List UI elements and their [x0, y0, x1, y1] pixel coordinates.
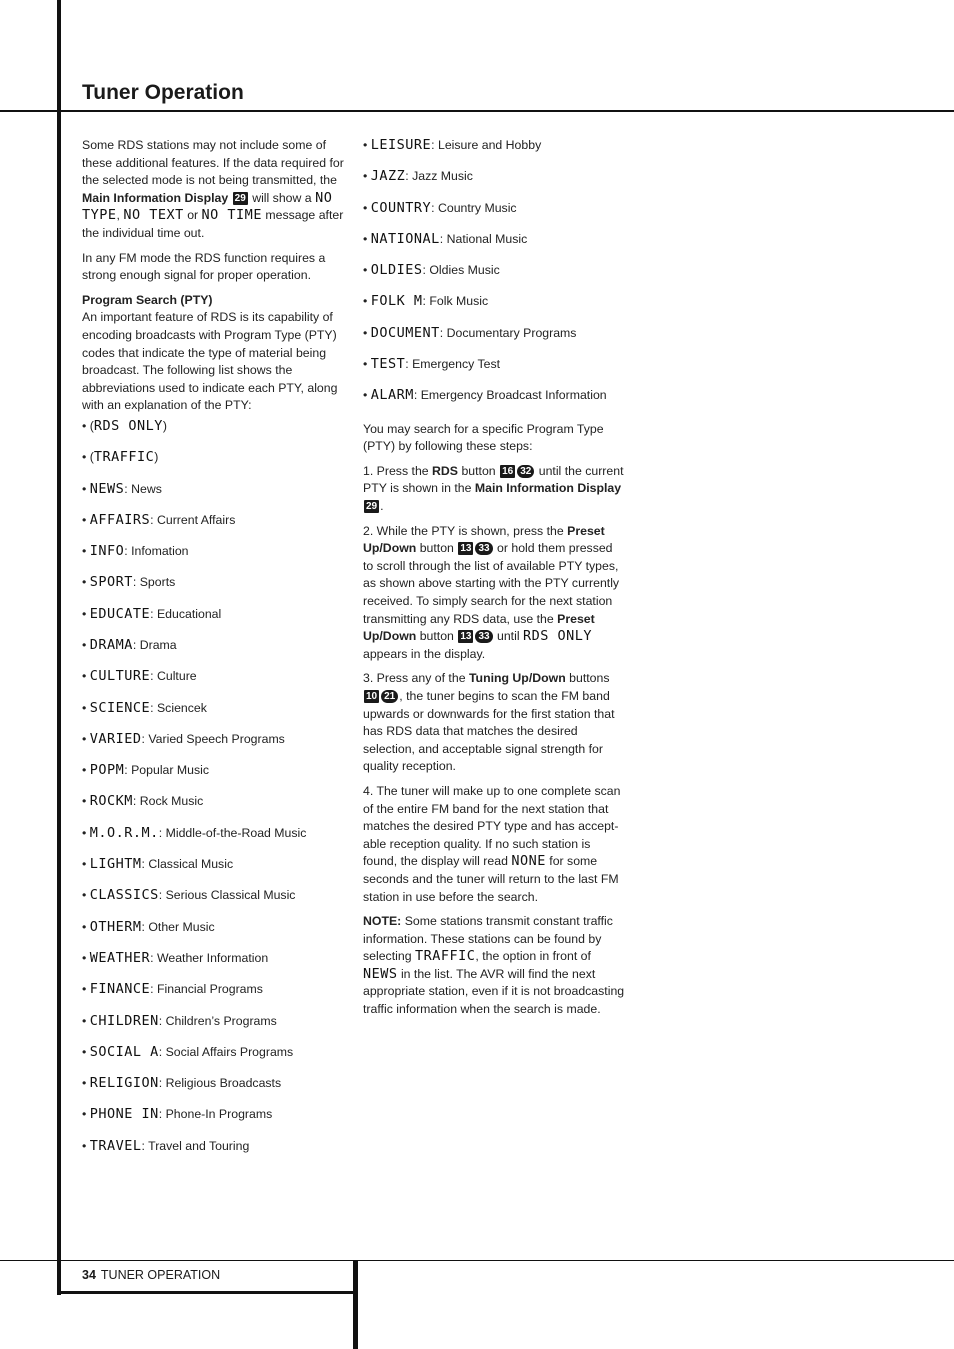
header-rule: [0, 110, 954, 112]
badge-29: 29: [234, 192, 246, 204]
pty-description: Emergency Broadcast Information: [420, 388, 607, 403]
preset-button-ref: Preset Up/Down: [363, 523, 605, 556]
pty-list-item: • M.O.R.M.: Middle-of-the-Road Music: [82, 824, 307, 841]
pty-code: JAZZ: [370, 168, 406, 185]
pty-list-item: • SPORT: Sports: [82, 574, 176, 591]
pty-list-item: • DRAMA: Drama: [82, 636, 177, 653]
rds-button-ref: RDS: [432, 463, 459, 478]
pty-heading: Program Search (PTY): [82, 292, 213, 307]
lcd-traffic: TRAFFIC: [414, 948, 476, 965]
pty-code: POPM: [89, 762, 125, 779]
pty-code: NEWS: [89, 480, 125, 497]
badge-32: 32: [517, 465, 534, 478]
lcd-no-time: NO TIME: [201, 207, 262, 224]
pty-code: OLDIES: [370, 262, 423, 279]
pty-list-item: • PHONE IN: Phone-In Programs: [82, 1106, 273, 1123]
tuning-button-ref: Tuning Up/Down: [468, 671, 566, 686]
pty-code: M.O.R.M.: [89, 824, 159, 841]
pty-paragraph: Program Search (PTY) An important feature of RDS is its capability of encoding broadcasts with Program Type (PTY) codes that indicate the type of material being broadcast. The following list shows the abbreviations used to indicate each PTY, along with an explanation of the PTY:: [82, 292, 338, 413]
pty-description: Emergency Test: [412, 357, 501, 372]
pty-list-item: • ALARM: Emergency Broadcast Information: [363, 387, 607, 404]
pty-code: CULTURE: [89, 668, 151, 685]
pty-code: LIGHTM: [89, 856, 142, 873]
pty-description: Phone-In Programs: [165, 1107, 273, 1122]
pty-description: Varied Speech Programs: [148, 731, 285, 746]
pty-description: Middle-of-the-Road Music: [165, 825, 307, 840]
pty-code: RELIGION: [89, 1075, 159, 1092]
pty-code: VARIED: [89, 730, 142, 747]
pty-code: DRAMA: [89, 636, 133, 653]
pty-list-left: [82, 418, 344, 1169]
pty-code: NATIONAL: [370, 230, 440, 247]
pty-description: Social Affairs Programs: [165, 1044, 294, 1059]
pty-description: News: [131, 481, 162, 496]
pty-list-item: • SOCIAL A: Social Affairs Programs: [82, 1043, 294, 1060]
pty-code: SPORT: [89, 574, 133, 591]
pty-list-item: • WEATHER: Weather Information: [82, 949, 269, 966]
pty-list-item: • CHILDREN: Children’s Programs: [82, 1012, 277, 1029]
note-paragraph: NOTE: Some stations transmit constant traffic information. These stations can be found by selecting TRAFFIC, the option in front of NEWS in the list. The AVR will find the next appropriate station, even if it is not broadcasting traffic information when the search is made.: [363, 914, 625, 1017]
pty-list-item: • TRAVEL: Travel and Touring: [82, 1137, 250, 1154]
pty-description: Children’s Programs: [165, 1013, 277, 1028]
main-information-display-ref-2: Main Information Display: [474, 481, 622, 496]
pty-description: Religious Broadcasts: [165, 1076, 282, 1091]
badge-33: 33: [475, 542, 492, 555]
pty-description: Current Affairs: [156, 512, 236, 527]
pty-description: Other Music: [148, 919, 215, 934]
pty-code: AFFAIRS: [89, 511, 151, 528]
pty-description: Sciencek: [156, 700, 207, 715]
lcd-no-text: NO TEXT: [123, 207, 184, 224]
pty-list-item: • POPM: Popular Music: [82, 762, 210, 779]
badge-29-2: 29: [366, 501, 378, 513]
pty-list-item: • VARIED: Varied Speech Programs: [82, 730, 285, 747]
note-label: NOTE:: [363, 914, 402, 929]
pty-code: ROCKM: [89, 793, 133, 810]
pty-list-item: • DOCUMENT: Documentary Programs: [363, 324, 577, 341]
footer-vertical-bar: [353, 1261, 358, 1349]
pty-description: Weather Information: [156, 950, 269, 965]
search-intro: You may search for a specific Program Type (PTY) by following these steps:: [363, 421, 604, 454]
pty-code: FOLK M: [370, 293, 423, 310]
pty-code: WEATHER: [89, 949, 151, 966]
intro-paragraph: Some RDS stations may not include some of these additional features. If the data required for the selected mode is not being transmitted, the Main Information Display 29 will show a NO TYPE, NO TEXT or NO TIME message after the individual time out.: [82, 138, 344, 240]
pty-description: Folk Music: [429, 294, 489, 309]
main-information-display-ref: Main Information Display: [82, 190, 229, 205]
step-4: 4. The tuner will make up to one complete scan of the entire FM band for the next station that matches the desired PTY type and has accept-able reception quality. If no such station is found, the display will read NONE for some seconds and the tuner will return to the last FM station in use before the search.: [363, 783, 621, 904]
page-number: 34: [82, 1268, 96, 1282]
step-1: 1. Press the RDS button 16 32 until the current PTY is shown in the Main Information Display 29 .: [363, 463, 624, 514]
pty-description: Oldies Music: [429, 263, 500, 278]
pty-code: ALARM: [370, 387, 414, 404]
step-3: 3. Press any of the Tuning Up/Down buttons 10 21 , the tuner begins to scan the FM band upwards or downwards for the first station that has RDS data that matches the desired selection, and acceptable signal strength for quality reception.: [363, 671, 615, 774]
pty-code: LEISURE: [370, 137, 432, 153]
column-right: [363, 137, 625, 1026]
pty-list-right: [363, 137, 625, 419]
pty-description: Infomation: [131, 544, 189, 559]
pty-list-item: • CLASSICS: Serious Classical Music: [82, 887, 296, 904]
lcd-none: NONE: [511, 853, 546, 870]
pty-list-item: • INFO: Infomation: [82, 543, 189, 560]
pty-code: CHILDREN: [89, 1012, 159, 1029]
pty-code: INFO: [89, 543, 125, 560]
pty-description: Rock Music: [139, 794, 204, 809]
lcd-news: NEWS: [363, 965, 398, 982]
pty-list-item: • FOLK M: Folk Music: [363, 293, 489, 310]
badge-10: 10: [366, 690, 378, 702]
pty-code: FINANCE: [89, 981, 151, 998]
pty-list-item: • SCIENCE: Sciencek: [82, 699, 207, 716]
lcd-rds-only: RDS ONLY: [522, 628, 593, 645]
lcd-no-type: NO TYPE: [82, 189, 333, 224]
pty-list-item: • (RDS ONLY): [82, 417, 167, 434]
pty-list-item: • OLDIES: Oldies Music: [363, 262, 500, 279]
pty-code: PHONE IN: [89, 1106, 159, 1123]
pty-list-item: • EDUCATE: Educational: [82, 605, 222, 622]
left-margin-bar: [57, 0, 61, 1295]
pty-list-item: • NEWS: News: [82, 480, 162, 497]
pty-code: TEST: [370, 356, 406, 373]
pty-list-item: • NATIONAL: National Music: [363, 230, 528, 247]
pty-description: Popular Music: [131, 763, 210, 778]
badge-13-2: 13: [460, 631, 472, 643]
badge-16: 16: [502, 465, 514, 477]
pty-list-item: • CULTURE: Culture: [82, 668, 197, 685]
pty-description: Educational: [156, 606, 222, 621]
pty-code: TRAVEL: [89, 1137, 142, 1154]
pty-list-item: • LEISURE: Leisure and Hobby: [363, 137, 542, 153]
pty-description: Drama: [139, 637, 177, 652]
pty-list-item: • RELIGION: Religious Broadcasts: [82, 1075, 282, 1092]
pty-description: Documentary Programs: [446, 325, 577, 340]
pty-code: SOCIAL A: [89, 1043, 159, 1060]
footer: [82, 1268, 220, 1282]
signal-paragraph: In any FM mode the RDS function requires a strong enough signal for proper operation.: [82, 250, 326, 283]
pty-list-item: • LIGHTM: Classical Music: [82, 856, 234, 873]
pty-description: Financial Programs: [156, 982, 263, 997]
pty-description: Travel and Touring: [148, 1138, 250, 1153]
pty-list-item: • FINANCE: Financial Programs: [82, 981, 263, 998]
pty-description: National Music: [446, 231, 528, 246]
pty-code: RDS ONLY: [93, 417, 163, 434]
pty-list-item: • OTHERM: Other Music: [82, 918, 215, 935]
pty-list-item: • AFFAIRS: Current Affairs: [82, 511, 236, 528]
preset-button-ref-2: Preset Up/Down: [363, 611, 595, 644]
pty-description: Classical Music: [148, 857, 234, 872]
badge-13: 13: [460, 543, 472, 555]
pty-description: Culture: [156, 669, 197, 684]
pty-code: DOCUMENT: [370, 324, 440, 341]
pty-description: Jazz Music: [412, 169, 473, 184]
pty-description: Country Music: [437, 200, 517, 215]
footer-section: TUNER OPERATION: [100, 1268, 221, 1282]
badge-21: 21: [381, 690, 398, 703]
pty-code: TRAFFIC: [93, 449, 155, 466]
pty-code: COUNTRY: [370, 199, 432, 216]
pty-code: OTHERM: [89, 918, 142, 935]
badge-33-2: 33: [475, 630, 492, 643]
pty-list-item: • ROCKM: Rock Music: [82, 793, 204, 810]
step-2: 2. While the PTY is shown, press the Preset Up/Down button 13 33 or hold them pressed to scroll through the list of available PTY types, as shown above starting with the PTY currently received. To simply search for the next station transmitting any RDS data, use the Preset Up/Down button 13 33 until RDS ONLY appears in the display.: [363, 523, 620, 661]
pty-code: EDUCATE: [89, 605, 151, 622]
pty-description: Sports: [139, 575, 176, 590]
pty-code: SCIENCE: [89, 699, 151, 716]
pty-list-item: • TEST: Emergency Test: [363, 356, 501, 373]
pty-description: Serious Classical Music: [165, 888, 296, 903]
column-left: [82, 137, 344, 1169]
page-title: Tuner Operation: [82, 81, 244, 104]
pty-list-item: • COUNTRY: Country Music: [363, 199, 517, 216]
pty-list-item: • JAZZ: Jazz Music: [363, 168, 473, 185]
pty-code: CLASSICS: [89, 887, 159, 904]
pty-list-item: • (TRAFFIC): [82, 449, 159, 466]
pty-description: Leisure and Hobby: [437, 138, 542, 152]
